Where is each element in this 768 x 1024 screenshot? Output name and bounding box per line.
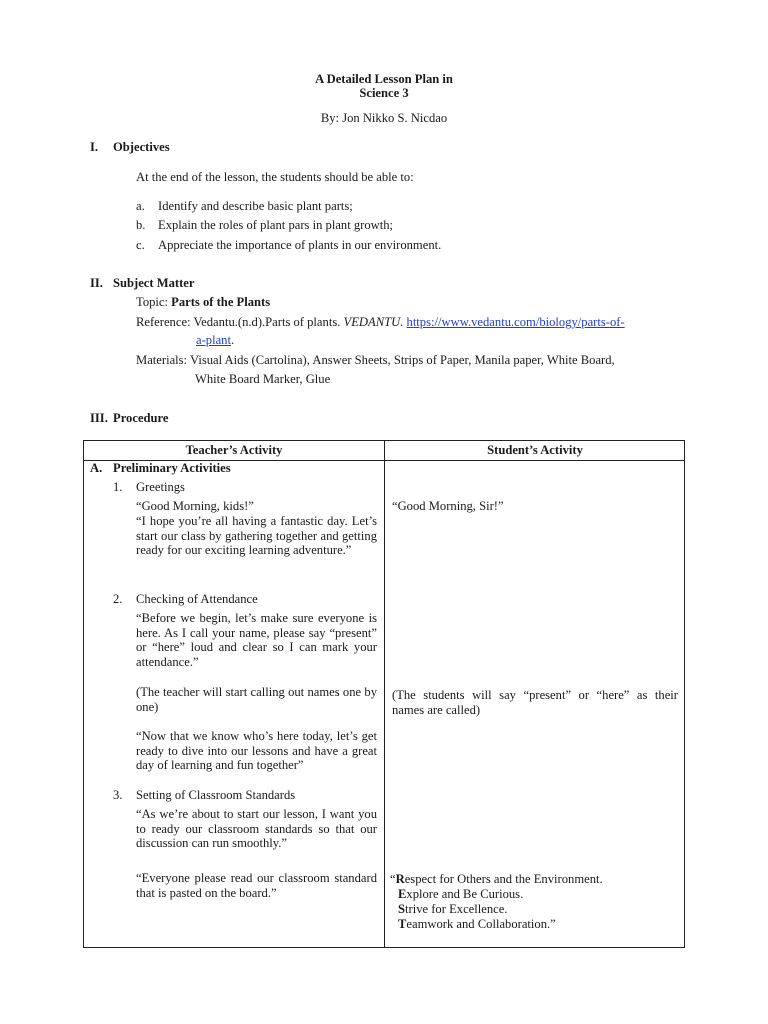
procedure-table — [83, 440, 685, 948]
reference-link-continuation: a-plant. — [136, 333, 234, 348]
objective-marker: a. — [136, 199, 145, 213]
materials-line — [136, 353, 615, 368]
objectives-intro: At the end of the lesson, the students should be able to: — [136, 170, 414, 184]
objective-item: Appreciate the importance of plants in our environment. — [158, 238, 442, 252]
materials-list-continued: White Board Marker, Glue — [195, 372, 331, 386]
teacher-standards-paragraph: “As we’re about to start our lesson, I want you to ready our classroom standards so that our discussion can run smoothly.” — [136, 807, 377, 851]
step-number: 1. — [113, 480, 123, 494]
reference-link[interactable]: https://www.vedantu.com/biology/parts-of- — [406, 315, 625, 329]
section-title: Preliminary Activities — [113, 461, 231, 475]
materials-list: Visual Aids (Cartolina), Answer Sheets, Strips of Paper, Manila paper, White Board, — [189, 353, 615, 367]
step-title: Setting of Classroom Standards — [136, 788, 296, 802]
materials-label: Materials: — [136, 353, 188, 367]
reference-text: Vedantu.(n.d).Parts of plants. — [193, 315, 341, 329]
student-standard-line: Explore and Be Curious. — [398, 887, 524, 901]
step-number: 3. — [113, 788, 123, 802]
objectives-heading: Objectives — [113, 140, 170, 154]
topic-line — [136, 295, 270, 310]
teacher-standards-instruction: “Everyone please read our classroom standard that is pasted on the board.” — [136, 871, 377, 900]
teacher-attendance-closing: “Now that we know who’s here today, let’s get ready to dive into our lessons and have a great day of learning and fun together” — [136, 729, 377, 773]
topic-value: Parts of the Plants — [171, 295, 271, 309]
procedure-heading: Procedure — [113, 411, 169, 425]
procedure-numeral: III. — [90, 411, 108, 425]
step-title: Checking of Attendance — [136, 592, 258, 606]
objectives-numeral: I. — [90, 140, 99, 154]
objective-marker: b. — [136, 218, 146, 232]
objective-item: Identify and describe basic plant parts; — [158, 199, 353, 213]
topic-label: Topic: — [136, 295, 168, 309]
student-attendance-response: (The students will say “present” or “here” as their names are called) — [392, 688, 678, 717]
student-activity-header: Student’s Activity — [487, 443, 583, 457]
student-standard-line: Strive for Excellence. — [398, 902, 508, 916]
author-line: By: Jon Nikko S. Nicdao — [320, 111, 448, 125]
reference-label: Reference: — [136, 315, 191, 329]
document-title-line2: Science 3 — [359, 86, 409, 100]
objective-marker: c. — [136, 238, 145, 252]
section-label: A. — [90, 461, 103, 475]
student-standard-line: Teamwork and Collaboration.” — [398, 917, 556, 931]
teacher-attendance-note: (The teacher will start calling out names one by one) — [136, 685, 377, 714]
objective-item: Explain the roles of plant pars in plant growth; — [158, 218, 394, 232]
student-greeting: “Good Morning, Sir!” — [392, 499, 504, 513]
document-title-line1: A Detailed Lesson Plan in — [315, 72, 453, 86]
reference-link-part2[interactable]: a-plant — [196, 333, 231, 347]
subject-matter-heading: Subject Matter — [113, 276, 195, 290]
reference-line — [136, 315, 625, 330]
reference-source: VEDANTU. — [343, 315, 404, 329]
teacher-attendance-paragraph: “Before we begin, let’s make sure everyone is here. As I call your name, please say “present” or “here” loud and clear so I can mark your attendance.” — [136, 611, 377, 669]
subject-matter-numeral: II. — [90, 276, 103, 290]
step-number: 2. — [113, 592, 123, 606]
teacher-greeting: “Good Morning, kids!” — [136, 499, 254, 513]
teacher-greeting-paragraph: “I hope you’re all having a fantastic day. Let’s start our class by gathering together and getting ready for our exciting learning adventure.” — [136, 514, 377, 558]
step-title: Greetings — [136, 480, 185, 494]
student-standard-line: “Respect for Others and the Environment. — [390, 872, 603, 886]
teacher-activity-header: Teacher’s Activity — [185, 443, 283, 457]
column-divider — [384, 441, 385, 947]
